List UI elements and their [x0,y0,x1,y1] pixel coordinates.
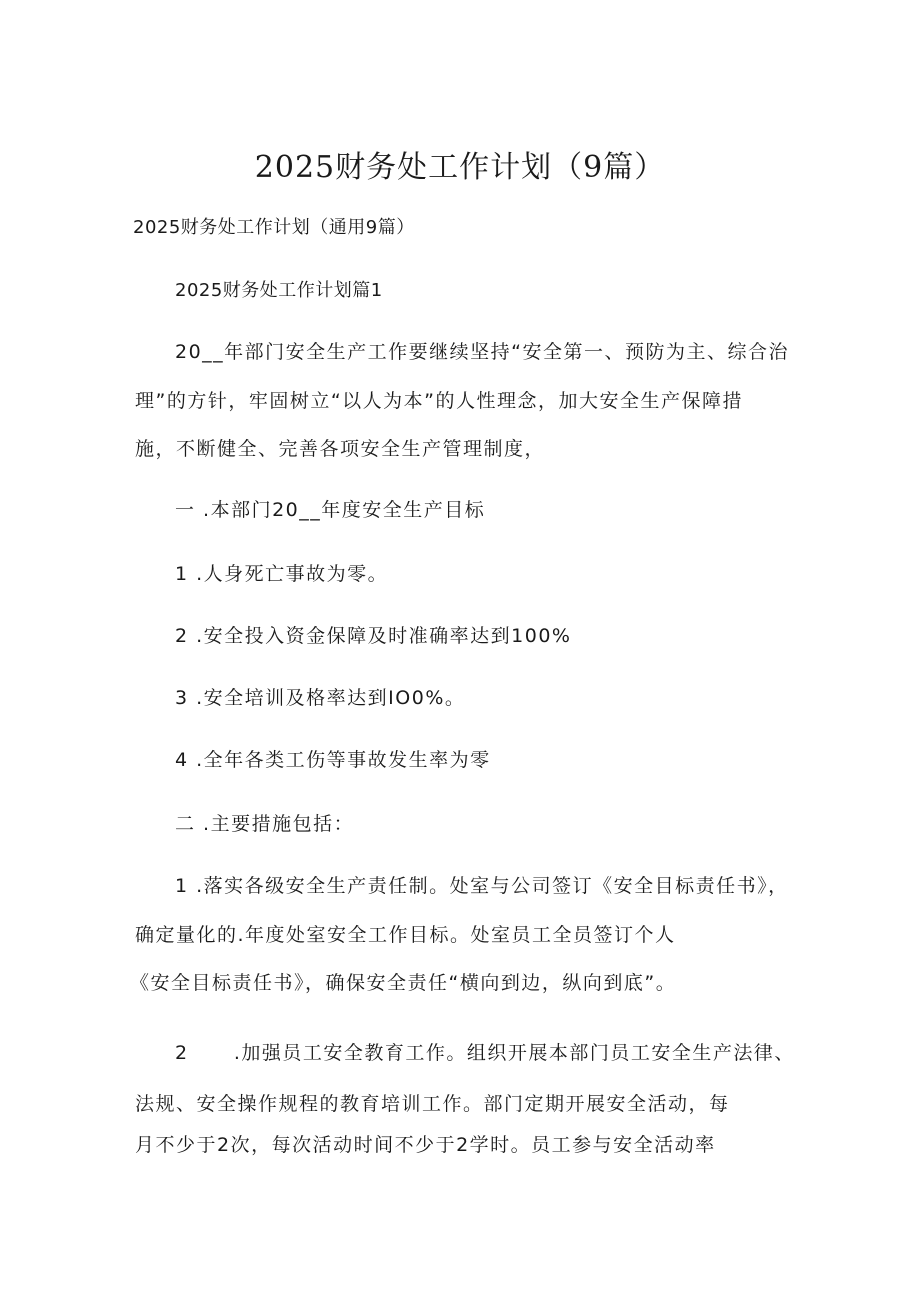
measure2-line: 2 .加强员工安全教育工作。组织开展本部门员工安全生产法律、 [175,1042,795,1064]
goal-item: 3 .安全培训及格率达到IO0%。 [175,687,466,709]
goal-item: 2 .安全投入资金保障及时准确率达到100% [175,625,572,647]
measure1-line: 确定量化的.年度处室安全工作目标。处室员工全员签订个人 [135,924,676,946]
goal-item: 4 .全年各类工伤等事故发生率为零 [175,749,491,771]
intro-line: 理”的方针，牢固树立“以人为本”的人性理念，加大安全生产保障措 [135,390,744,412]
measure2-line: 月不少于2次，每次活动时间不少于2学时。员工参与安全活动率 [135,1134,716,1156]
intro-line: 20__年部门安全生产工作要继续坚持“安全第一、预防为主、综合治 [175,341,790,363]
measure2-line: 法规、安全操作规程的教育培训工作。部门定期开展安全活动，每 [135,1093,730,1115]
goal-item: 1 .人身死亡事故为零。 [175,563,389,585]
section-heading: 2025财务处工作计划篇1 [175,280,383,301]
part2-heading: 二 .主要措施包括： [175,813,355,835]
document-title: 2025财务处工作计划（9篇） [254,150,666,185]
document-subtitle: 2025财务处工作计划（通用9篇） [133,217,415,238]
intro-line: 施，不断健全、完善各项安全生产管理制度， [135,438,546,460]
measure1-line: 《安全目标责任书》，确保安全责任“横向到边，纵向到底”。 [130,972,677,994]
measure1-line: 1 .落实各级安全生产责任制。处室与公司签订《安全目标责任书》， [175,875,789,897]
part1-heading: 一 .本部门20__年度安全生产目标 [175,499,486,521]
